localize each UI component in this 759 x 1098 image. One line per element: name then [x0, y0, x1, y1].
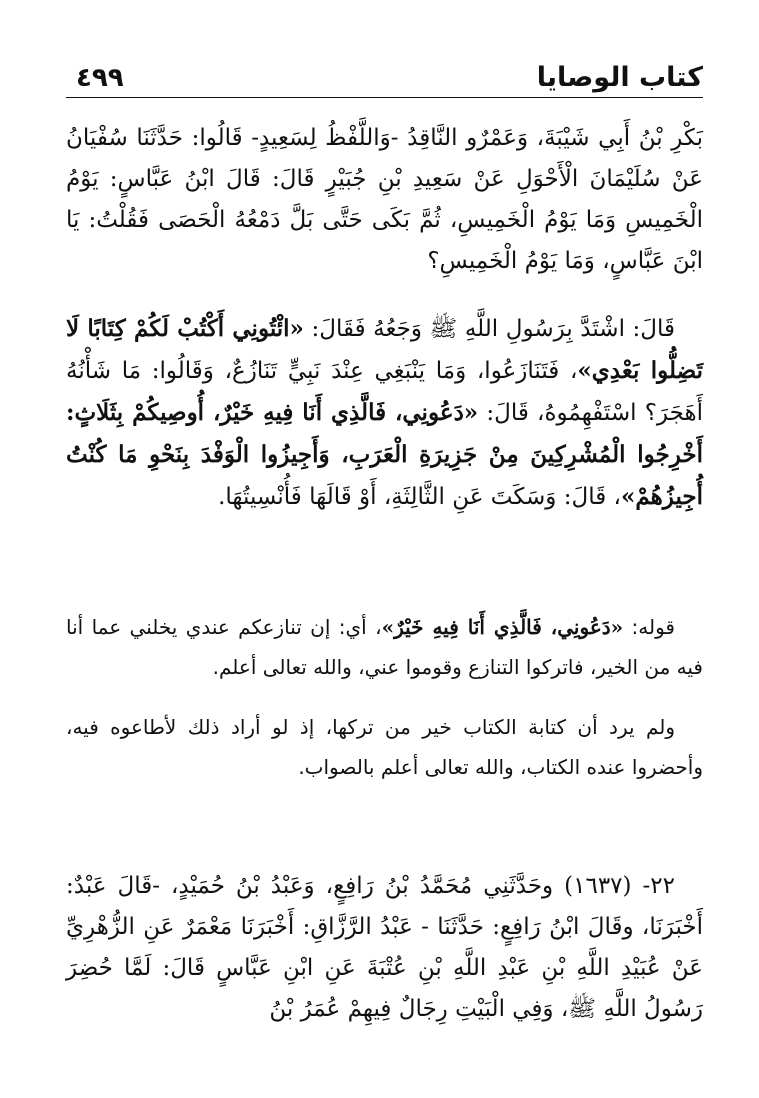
- commentary-paragraph-2: [66, 707, 703, 787]
- hadith-paragraph: [66, 308, 703, 518]
- commentary-text: [66, 607, 703, 687]
- hadith-paragraph: ٢٢- (١٦٣٧) وحَدَّثَنِي مُحَمَّدُ بْنُ رَافِعٍ، وَعَبْدُ بْنُ حُمَيْدٍ، -قَالَ عَبْدٌ: أَخْبَرَنَا، وقَالَ ابْنُ رَافِعٍ: حَدَّثَنَا - عَبْدُ الرَّزَّاقِ: أَخْبَرَنَا مَعْمَرٌ عَنِ الزُّهْرِيِّ عَنْ عُبَيْدِ اللَّهِ بْنِ عَبْدِ اللَّهِ بْنِ عُتْبَةَ عَنِ ابْنِ عَبَّاسٍ قَالَ: لَمَّا حُضِرَ رَسُولُ اللَّهِ ﷺ، وَفِي الْبَيْتِ رِجَالٌ فِيهِمْ عُمَرُ بْنُ: [66, 873, 703, 1022]
- commentary-explanation: ، أي: إن تنازعكم عندي يخلني عما أنا فيه من الخير، فاتركوا التنازع وقوموا عني، والله تعالى أعلم.: [66, 615, 703, 679]
- commentary-paragraph-1: [66, 607, 703, 687]
- quoted-phrase: «دَعُونِي، فَالَّذِي أَنَا فِيهِ خَيْرٌ»: [381, 615, 624, 639]
- narration-text: ، فَتَنَازَعُوا، وَمَا يَنْبَغِي عِنْدَ نَبِيٍّ تَنَازُعٌ، وَقَالُوا: مَا شَأْنُهُ أَهَجَرَ؟ اسْتَفْهِمُوهُ، قَالَ:: [66, 358, 703, 426]
- commentary-lead: قوله:: [623, 615, 675, 639]
- commentary-text: ولم يرد أن كتابة الكتاب خير من تركها، إذ لو أراد ذلك لأطاعوه فيه، وأحضروا عنده الكتاب، والله تعالى أعلم بالصواب.: [66, 715, 703, 779]
- hadith-paragraph: بَكْرِ بْنُ أَبِي شَيْبَةَ، وَعَمْرٌو النَّاقِدُ -وَاللَّفْظُ لِسَعِيدٍ- قَالُوا: حَدَّثَنَا سُفْيَانُ عَنْ سُلَيْمَانَ الْأَحْوَلِ عَنْ سَعِيدِ بْنِ جُبَيْرٍ قَالَ: قَالَ ابْنُ عَبَّاسٍ: يَوْمُ الْخَمِيسِ وَمَا يَوْمُ الْخَمِيسِ، ثُمَّ بَكَى حَتَّى بَلَّ دَمْعُهُ الْحَصَى فَقُلْتُ: يَا ابْنَ عَبَّاسٍ، وَمَا يَوْمُ الْخَمِيسِ؟: [66, 125, 703, 274]
- hadith-text-body: [66, 308, 703, 518]
- book-title: كتاب الوصايا: [536, 62, 703, 93]
- prophet-quote: «دَعُونِي، فَالَّذِي أَنَا فِيهِ خَيْرٌ، أُوصِيكُمْ بِثَلَاثٍ: أَخْرِجُوا الْمُشْرِكِينَ مِنْ جَزِيرَةِ الْعَرَبِ، وَأَجِيزُوا الْوَفْدَ بِنَحْوِ مَا كُنْتُ أُجِيزُهُمْ»: [66, 399, 703, 510]
- page-header: [66, 52, 703, 98]
- narration-text: قَالَ: اشْتَدَّ بِرَسُولِ اللَّهِ ﷺ وَجَعُهُ فَقَالَ:: [303, 316, 675, 342]
- prophet-quote: «ائْتُونِي أَكْتُبْ لَكُمْ كِتَابًا لَا تَضِلُّوا بَعْدِي»: [66, 315, 703, 384]
- narration-text: ، قَالَ: وَسَكَتَ عَنِ الثَّالِثَةِ، أَوْ قَالَهَا فَأُنْسِيتُهَا.: [218, 484, 621, 510]
- hadith-2: [66, 866, 703, 1030]
- page-number: ٤٩٩: [76, 63, 124, 93]
- hadith-text-continued: [66, 118, 703, 282]
